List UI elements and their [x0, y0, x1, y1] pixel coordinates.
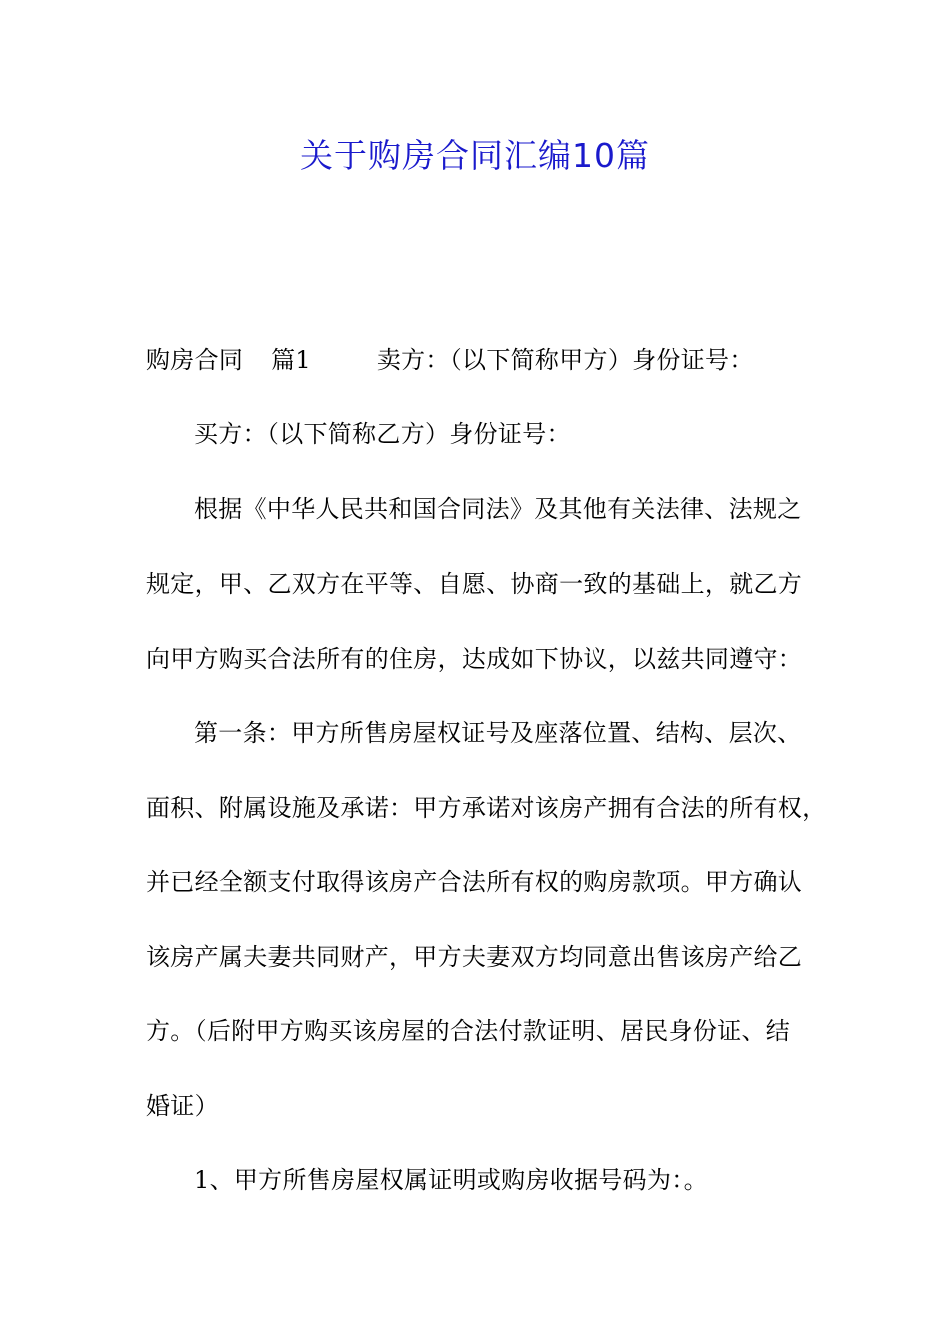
- paragraph-line: 面积、附属设施及承诺：甲方承诺对该房产拥有合法的所有权，: [146, 794, 827, 822]
- paragraph-line: 方。（后附甲方购买该房屋的合法付款证明、居民身份证、结: [146, 1017, 791, 1045]
- document-title: 关于购房合同汇编10篇: [300, 136, 650, 175]
- clause-line: 1、甲方所售房屋权属证明或购房收据号码为：。: [194, 1166, 708, 1194]
- buyer-line: 买方：（以下简称乙方）身份证号：: [194, 420, 571, 448]
- paragraph-line: 并已经全额支付取得该房产合法所有权的购房款项。甲方确认: [146, 868, 803, 896]
- contract-label: 购房合同: [146, 346, 244, 374]
- paragraph-line: 根据《中华人民共和国合同法》及其他有关法律、法规之: [194, 495, 802, 523]
- contract-number: 篇1: [271, 346, 311, 374]
- contract-header-line: [146, 344, 836, 376]
- paragraph-line: 向甲方购买合法所有的住房，达成如下协议，以兹共同遵守：: [146, 645, 803, 673]
- paragraph-line: 规定，甲、乙双方在平等、自愿、协商一致的基础上，就乙方: [146, 570, 803, 598]
- paragraph-line: 婚证）: [146, 1092, 219, 1120]
- seller-line: 卖方：（以下简称甲方）身份证号：: [376, 346, 754, 374]
- paragraph-line: 该房产属夫妻共同财产，甲方夫妻双方均同意出售该房产给乙: [146, 943, 803, 971]
- article-one-line: 第一条：甲方所售房屋权证号及座落位置、结构、层次、: [194, 719, 802, 747]
